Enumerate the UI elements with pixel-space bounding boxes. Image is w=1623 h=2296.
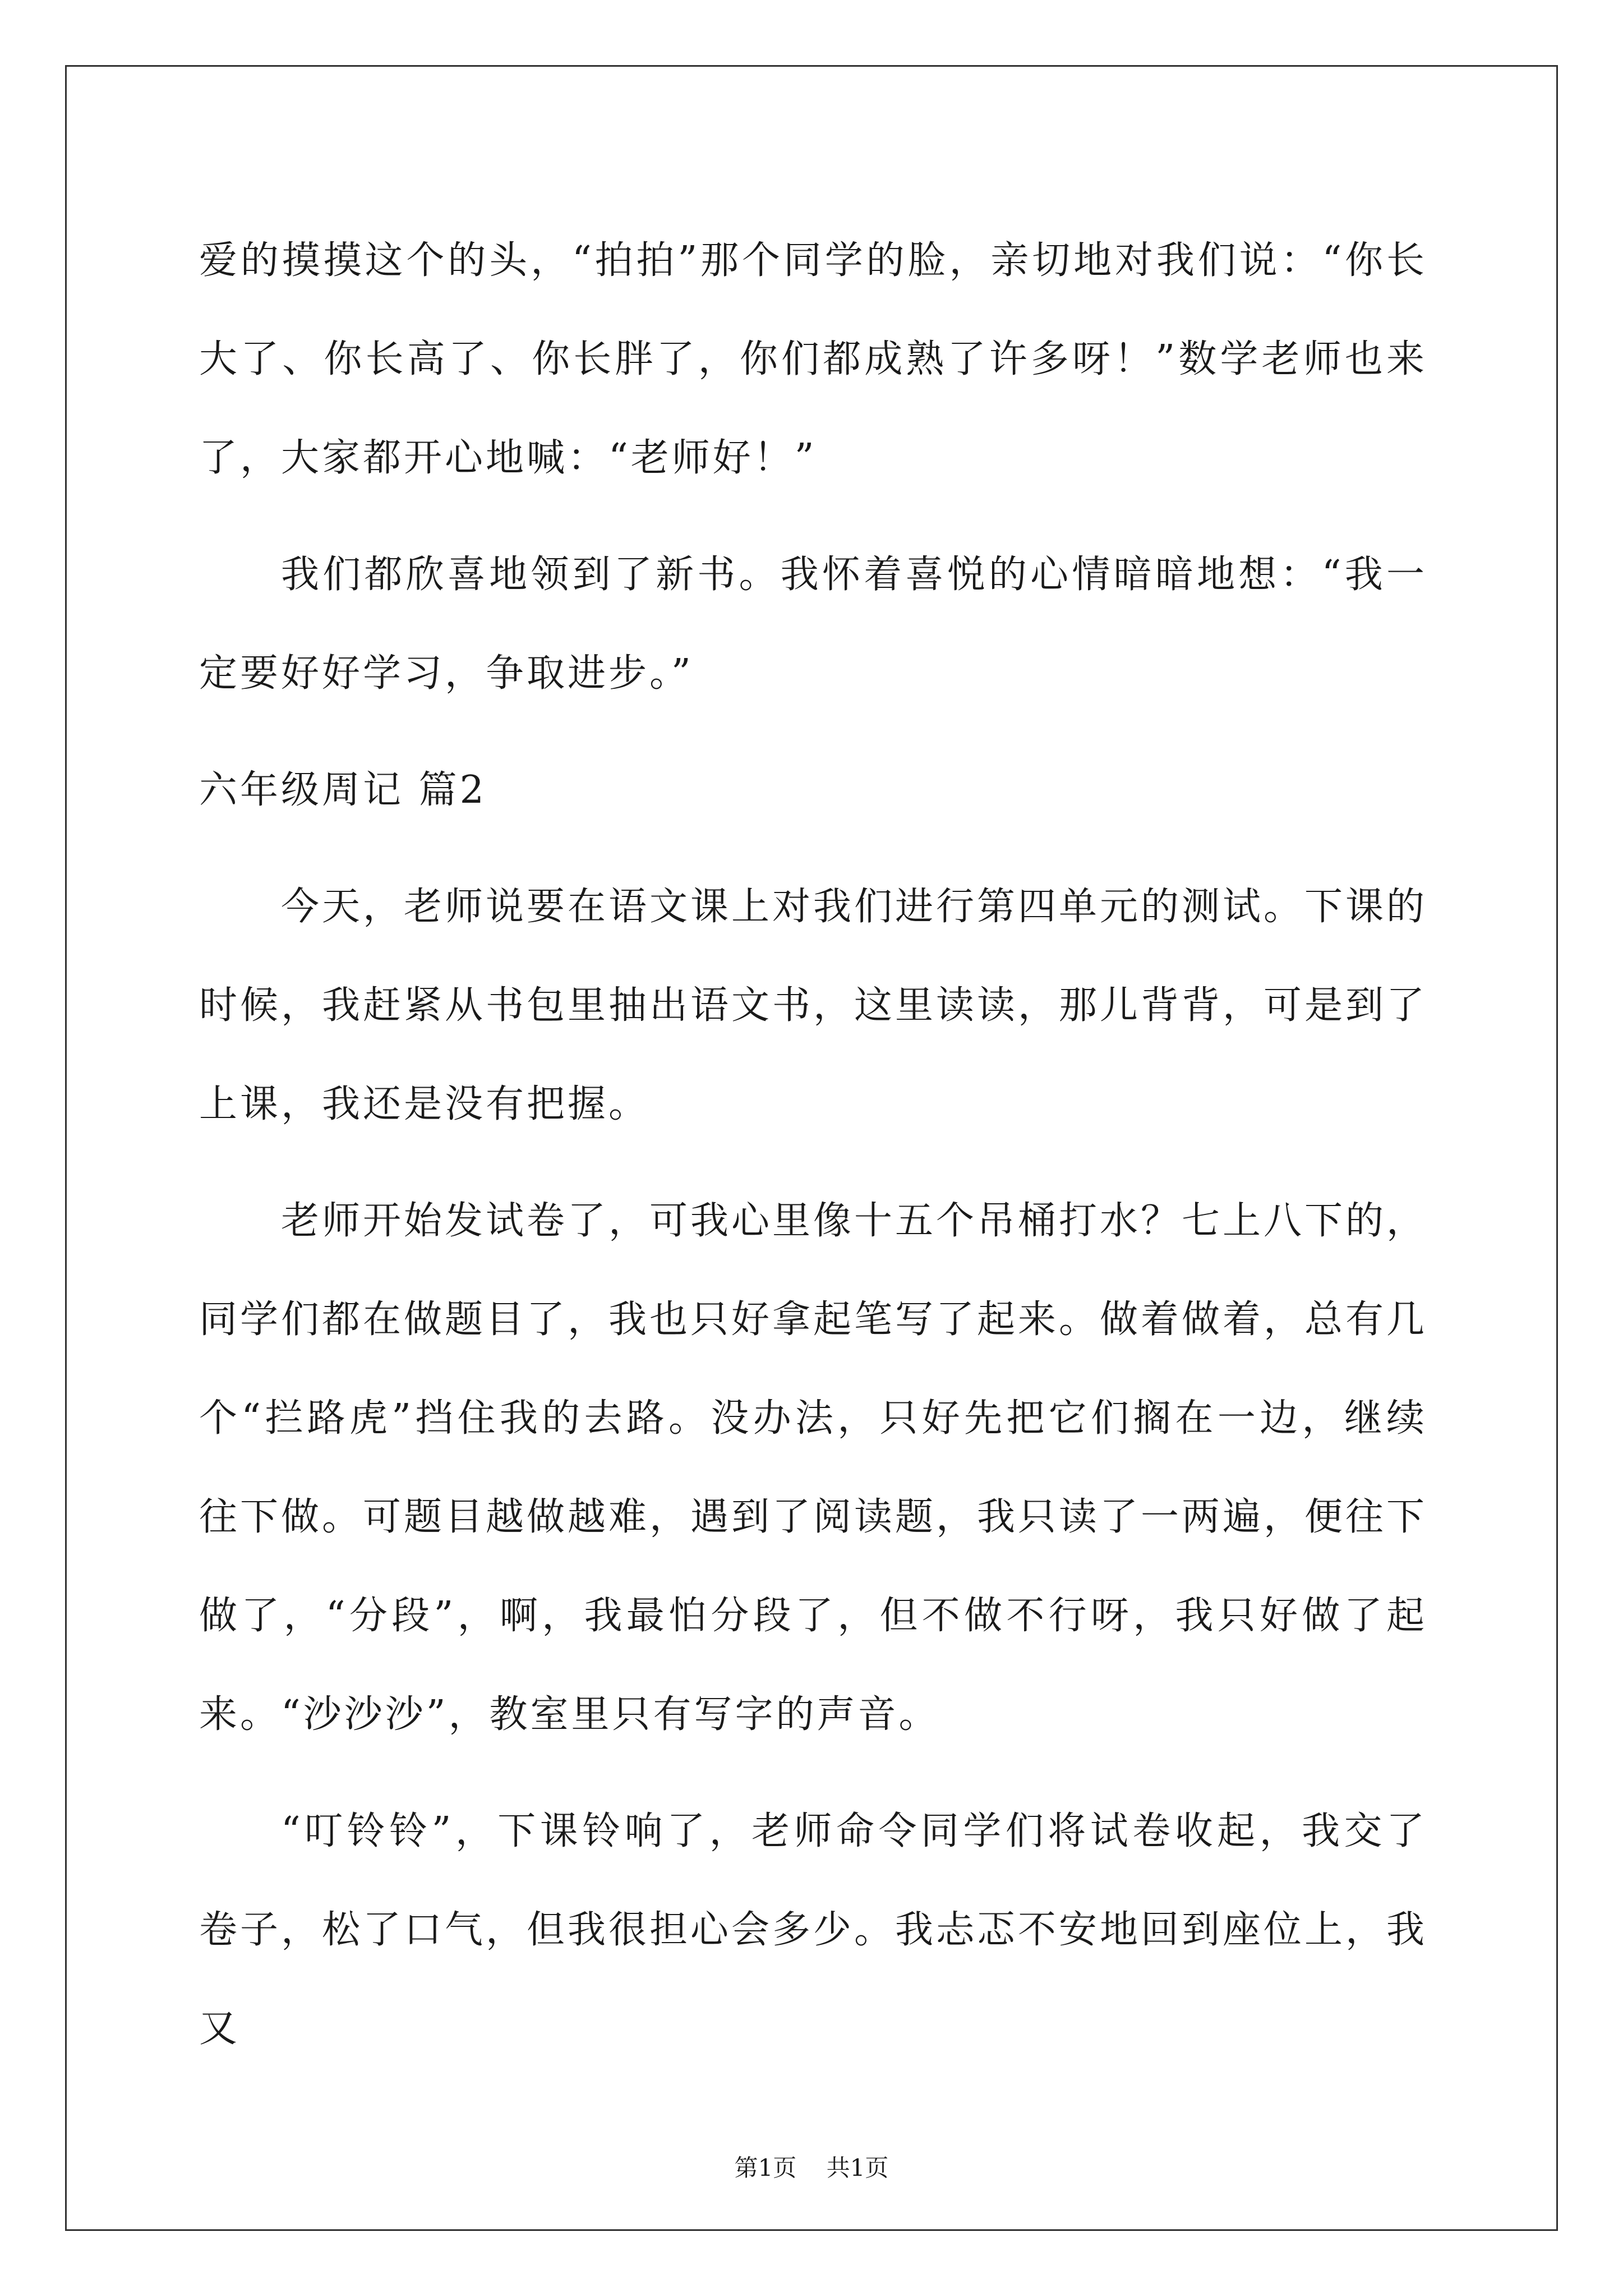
paragraph: 老师开始发试卷了，可我心里像十五个吊桶打水？七上八下的，同学们都在做题目了，我也只好拿起笔写了起来。做着做着，总有几个“拦路虎”挡住我的去路。没办法，只好先把它们搁在一边，继续往下做。可题目越做越难，遇到了阅读题，我只读了一两遍，便往下做了，“分段”，啊，我最怕分段了，但不做不行呀，我只好做了起来。“沙沙沙”，教室里只有写字的声音。 xyxy=(199,1199,1428,1737)
page-number: 第1页 xyxy=(734,2154,797,2182)
paragraph: 爱的摸摸这个的头，“拍拍”那个同学的脸，亲切地对我们说：“你长大了、你长高了、你长胖了，你们都成熟了许多呀！”数学老师也来了，大家都开心地喊：“老师好！” xyxy=(199,238,1427,480)
page-footer xyxy=(0,2151,1623,2185)
paragraph: 今天，老师说要在语文课上对我们进行第四单元的测试。下课的时候，我赶紧从书包里抽出语文书，这里读读，那儿背背，可是到了上课，我还是没有把握。 xyxy=(199,885,1428,1126)
page-total: 共1页 xyxy=(826,2154,889,2182)
document-body xyxy=(199,211,1427,2096)
paragraph: “叮铃铃”，下课铃响了，老师命令同学们将试卷收起，我交了卷子，松了口气，但我很担心会多少。我忐忑不安地回到座位上，我又 xyxy=(199,1809,1428,2051)
paragraph: 我们都欣喜地领到了新书。我怀着喜悦的心情暗暗地想：“我一定要好好学习，争取进步。” xyxy=(199,553,1427,696)
section-heading: 六年级周记 篇2 xyxy=(199,768,487,812)
